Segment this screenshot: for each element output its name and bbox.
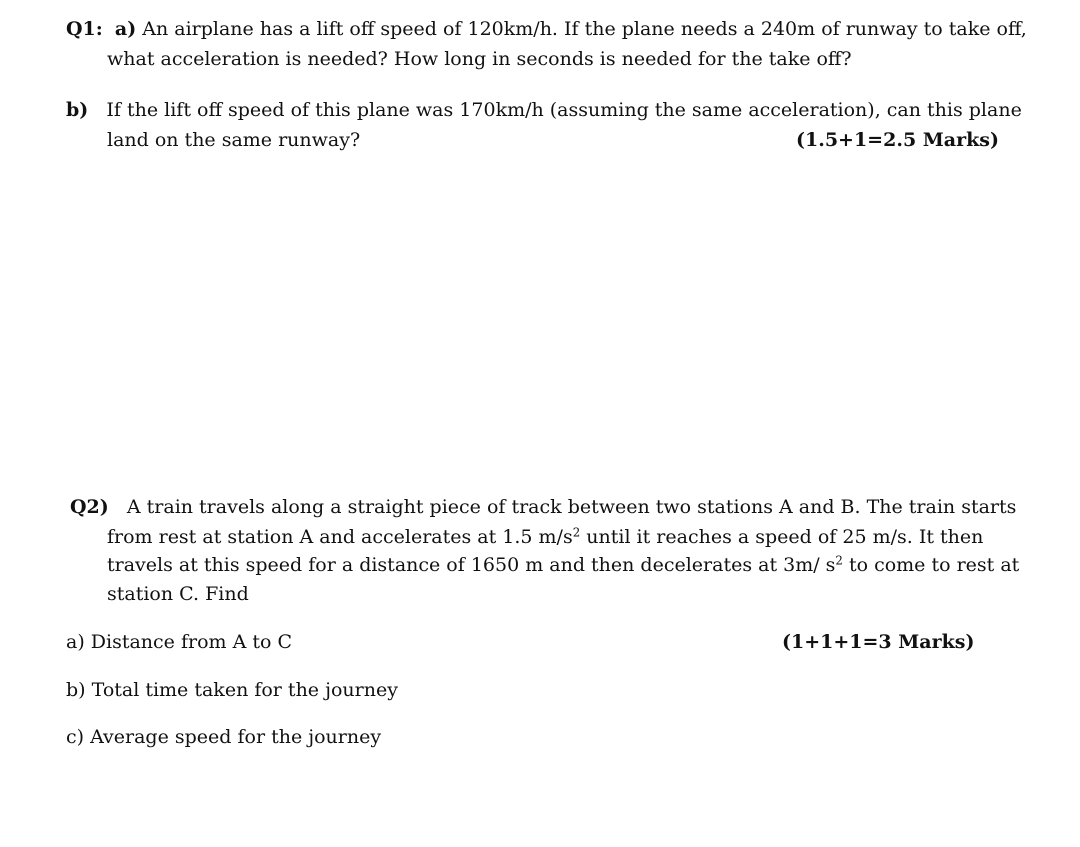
q2-text-2: from rest at station A and accelerates at 1.5 $m/s^2$ until it reaches a speed of 25 m/s. It then [107, 525, 984, 548]
q2-part-b: b) Total time taken for the journey [66, 679, 398, 701]
q2-superscript-1: 2 [572, 525, 581, 540]
q2-text-1: A train travels along a straight piece of track between two stations A and B. The train starts [126, 496, 1017, 518]
q2-text-4: station C. Find [107, 583, 249, 605]
q1-part-a-label: a) [114, 18, 137, 40]
q1-part-a-text-2: what acceleration is needed? How long in seconds is needed for the take off? [107, 48, 852, 70]
q1-part-b-line-1 [66, 101, 1022, 120]
q1-line-1 [66, 20, 1027, 39]
q1-part-a-text-1: An airplane has a lift off speed of 120km/h. If the plane needs a 240m of runway to take off, [142, 18, 1027, 40]
q1-part-b-text-2: land on the same runway? [107, 129, 361, 151]
q2-superscript-2: 2 [835, 553, 843, 568]
q1-marks: (1.5+1=2.5 Marks) [796, 129, 999, 151]
q1-part-b-text-1: If the lift off speed of this plane was 170km/h (assuming the same acceleration), can this plane [106, 99, 1022, 121]
q1-part-b-label: b) [66, 99, 89, 121]
q2-part-c: c) Average speed for the journey [66, 726, 382, 748]
q2-line-1 [70, 498, 1016, 517]
q2-marks: (1+1+1=3 Marks) [782, 631, 975, 653]
q2-part-a: a) Distance from A to C [66, 631, 292, 653]
q2-number: Q2) [70, 496, 109, 518]
q1-number: Q1: [66, 18, 103, 40]
q2-text-3: travels at this speed for a distance of 1650 m and then decelerates at 3m/ $s^2$ to come to rest at [107, 553, 1020, 576]
